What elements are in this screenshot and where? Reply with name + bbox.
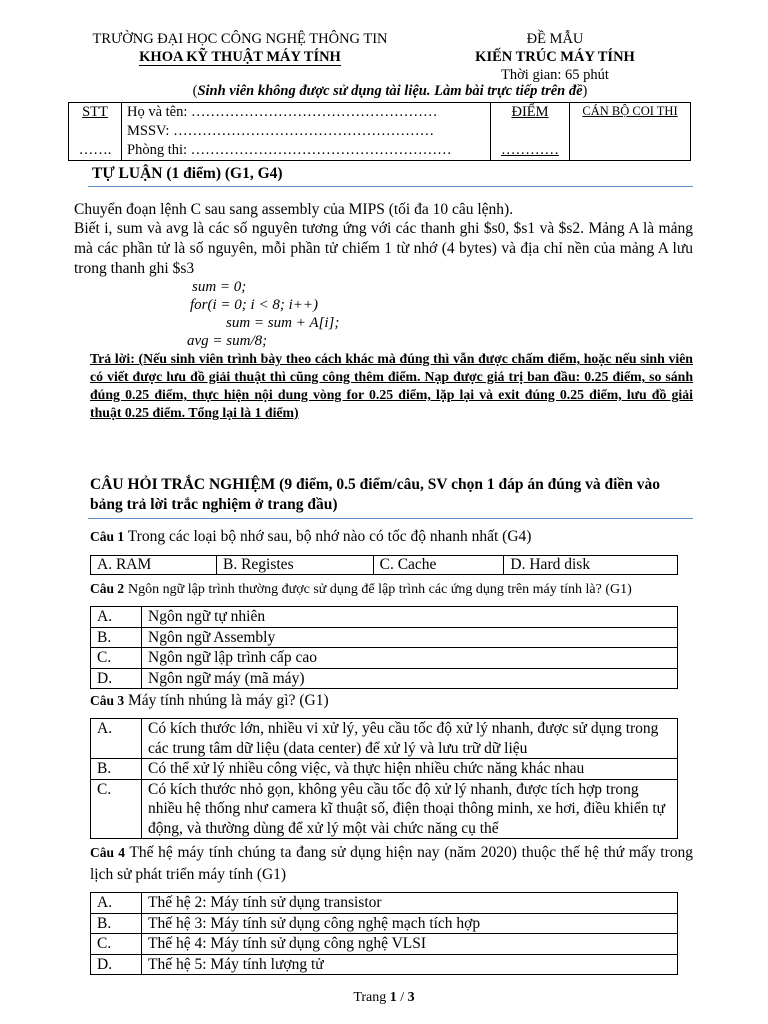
question-3-options xyxy=(90,718,678,839)
code-line-2: for(i = 0; i < 8; i++) xyxy=(190,297,318,313)
q2-option-c-label: C. xyxy=(91,648,142,669)
q3-option-b-text: Có thể xử lý nhiều công việc, và thực hiện nhiều chức năng khác nhau xyxy=(142,759,678,780)
code-line-3: sum = sum + A[i]; xyxy=(226,315,340,331)
question-1-text: Trong các loại bộ nhớ sau, bộ nhớ nào có tốc độ nhanh nhất (G4) xyxy=(127,528,532,545)
student-info-table xyxy=(68,102,691,161)
header-left xyxy=(60,30,420,66)
question-3-text: Máy tính nhúng là máy gì? (G1) xyxy=(128,692,329,709)
exam-note: (Sinh viên không được sử dụng tài liệu. Làm bài trực tiếp trên đề) xyxy=(192,83,588,99)
proctor-cell xyxy=(570,103,691,161)
q1-option-d[interactable]: D. Hard disk xyxy=(504,556,678,575)
header-right xyxy=(430,30,680,84)
code-line-1: sum = 0; xyxy=(192,279,247,295)
essay-title: TỰ LUẬN (1 điểm) (G1, G4) xyxy=(92,165,283,182)
q2-option-d[interactable] xyxy=(91,668,678,689)
q4-option-c-label: C. xyxy=(91,934,142,955)
q2-option-b-label: B. xyxy=(91,627,142,648)
stt-cell xyxy=(69,103,122,161)
q2-option-b[interactable] xyxy=(91,627,678,648)
essay-line2: Biết i, sum và avg là các số nguyên tương ứng với các thanh ghi $s0, $s1 và $s2. Mảng A là mảng mà các phần tử là số nguyên, mỗi phần tử chiếm 1 từ nhớ (4 bytes) và địa chỉ nền của mảng A lưu trong thanh ghi $s3 xyxy=(74,220,693,277)
essay-line1: Chuyển đoạn lệnh C sau sang assembly của MIPS (tối đa 10 câu lệnh). xyxy=(74,201,514,218)
footer-page: 1 xyxy=(389,990,397,1005)
q2-option-d-label: D. xyxy=(91,668,142,689)
q2-option-a-label: A. xyxy=(91,607,142,628)
score-label: ĐIỂM xyxy=(511,104,549,120)
faculty-name: KHOA KỸ THUẬT MÁY TÍNH xyxy=(139,49,341,65)
q2-option-b-text: Ngôn ngữ Assembly xyxy=(142,627,678,648)
footer-total: 3 xyxy=(407,990,415,1005)
q4-option-c[interactable] xyxy=(91,934,678,955)
question-2-text: Ngôn ngữ lập trình thường được sử dụng để lập trình các ứng dụng trên máy tính là? (G1) xyxy=(128,582,632,597)
q3-option-c[interactable] xyxy=(91,779,678,839)
student-fields-cell[interactable] xyxy=(122,103,491,161)
q4-option-a-label: A. xyxy=(91,893,142,914)
q3-option-a[interactable] xyxy=(91,719,678,759)
exam-type: ĐỀ MẪU xyxy=(526,31,584,47)
q4-option-b-text: Thế hệ 3: Máy tính sử dụng công nghệ mạch tích hợp xyxy=(142,913,678,934)
stt-dots: ……. xyxy=(78,142,112,158)
q4-option-d[interactable] xyxy=(91,954,678,975)
room-field[interactable]: Phòng thi: ……………………………………………… xyxy=(127,142,452,158)
q2-option-c-text: Ngôn ngữ lập trình cấp cao xyxy=(142,648,678,669)
q1-option-b[interactable]: B. Registes xyxy=(216,556,373,575)
q2-option-a[interactable] xyxy=(91,607,678,628)
mcq-title: CÂU HỎI TRẮC NGHIỆM (9 điểm, 0.5 điểm/câu, SV chọn 1 đáp án đúng và điền vào bảng trả lời trắc nghiệm ở trang đầu) xyxy=(90,476,661,513)
mcq-divider xyxy=(88,518,693,519)
q3-option-a-label: A. xyxy=(91,719,142,759)
footer-separator: / xyxy=(400,990,405,1005)
q3-option-c-text: Có kích thước nhỏ gọn, không yêu cầu tốc độ xử lý nhanh, được tích hợp trong nhiều hệ thống như camera kĩ thuật số, điện thoại thông minh, xe hơi, điều khiển tự động, và thường dùng để xử lý một vài chức năng cụ thể xyxy=(142,779,678,839)
q4-option-d-text: Thế hệ 5: Máy tính lượng tử xyxy=(142,954,678,975)
code-line-4: avg = sum/8; xyxy=(187,333,268,349)
question-4 xyxy=(90,842,693,886)
question-1 xyxy=(90,526,693,548)
q4-option-d-label: D. xyxy=(91,954,142,975)
score-dots: ………… xyxy=(501,142,559,158)
question-2 xyxy=(90,578,693,601)
q3-option-c-label: C. xyxy=(91,779,142,839)
q4-option-c-text: Thế hệ 4: Máy tính sử dụng công nghệ VLSI xyxy=(142,934,678,955)
q3-option-b[interactable] xyxy=(91,759,678,780)
q2-option-c[interactable] xyxy=(91,648,678,669)
question-3 xyxy=(90,690,693,712)
name-field[interactable]: Họ và tên: …………………………………………… xyxy=(127,104,438,120)
score-cell xyxy=(491,103,570,161)
subject-name: KIẾN TRÚC MÁY TÍNH xyxy=(475,49,635,65)
q3-option-a-text: Có kích thước lớn, nhiều vi xử lý, yêu cầu tốc độ xử lý nhanh, được sử dụng trong các trung tâm dữ liệu (data center) để xử lý và lưu trữ dữ liệu xyxy=(142,719,678,759)
proctor-label: CÁN BỘ COI THI xyxy=(582,104,678,118)
q4-option-a[interactable] xyxy=(91,893,678,914)
exam-duration: Thời gian: 65 phút xyxy=(501,67,609,83)
question-4-options xyxy=(90,892,678,975)
q1-option-a[interactable]: A. RAM xyxy=(91,556,217,575)
q2-option-d-text: Ngôn ngữ máy (mã máy) xyxy=(142,668,678,689)
q4-option-b[interactable] xyxy=(91,913,678,934)
university-name: TRƯỜNG ĐẠI HỌC CÔNG NGHỆ THÔNG TIN xyxy=(92,31,388,47)
page-footer xyxy=(0,988,768,1007)
question-4-num: Câu 4 xyxy=(90,845,125,860)
essay-divider xyxy=(88,186,693,187)
footer-prefix: Trang xyxy=(353,990,387,1005)
q2-option-a-text: Ngôn ngữ tự nhiên xyxy=(142,607,678,628)
q4-option-b-label: B. xyxy=(91,913,142,934)
q1-option-c[interactable]: C. Cache xyxy=(373,556,504,575)
stt-label: STT xyxy=(82,104,108,120)
q3-option-b-label: B. xyxy=(91,759,142,780)
question-1-options xyxy=(90,555,678,575)
q4-option-a-text: Thế hệ 2: Máy tính sử dụng transistor xyxy=(142,893,678,914)
question-2-options xyxy=(90,606,678,689)
question-3-num: Câu 3 xyxy=(90,693,125,708)
mssv-field[interactable]: MSSV: ……………………………………………… xyxy=(127,123,435,139)
essay-answer: Trả lời: (Nếu sinh viên trình bày theo cách khác mà đúng thì vẫn được chấm điểm, hoặc nếu sinh viên có viết được lưu đồ giải thuật thì cũng công thêm điểm. Nạp được giá trị ban đầu: 0.25 điểm, so sánh đúng 0.25 điểm, thực hiện nội dung vòng for 0.25 điểm, lặp lại và exit đúng 0.25 điểm, lưu đồ giải thuật 0.25 điểm. Tổng lại là 1 điểm) xyxy=(90,351,693,420)
question-1-num: Câu 1 xyxy=(90,529,125,544)
question-2-num: Câu 2 xyxy=(90,581,125,596)
question-4-text: Thế hệ máy tính chúng ta đang sử dụng hiện nay (năm 2020) thuộc thế hệ thứ mấy trong lịch sử phát triển máy tính (G1) xyxy=(90,844,693,883)
